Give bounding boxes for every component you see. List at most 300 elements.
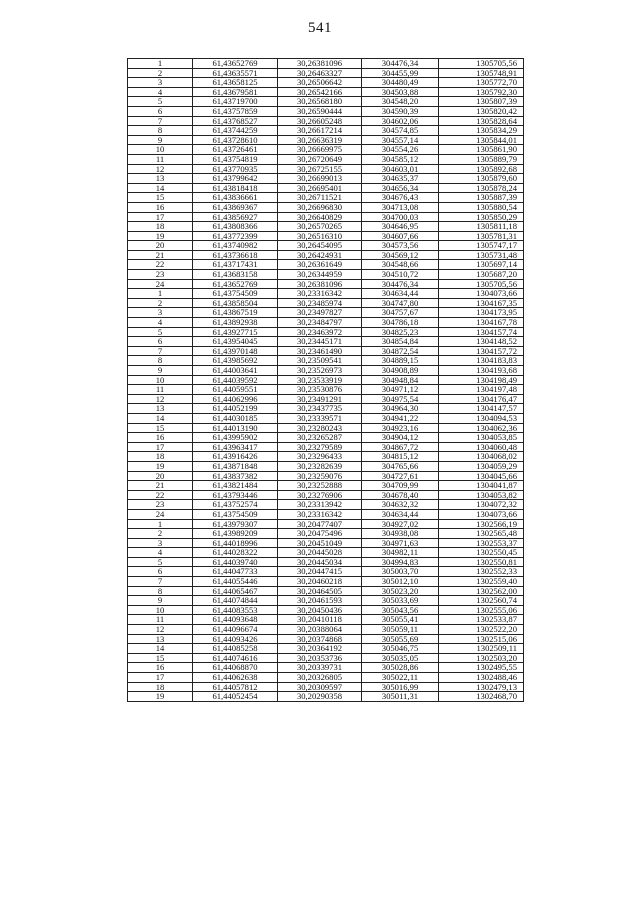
x-coordinate-cell: 304941,22: [362, 413, 439, 423]
y-coordinate-cell: 1305705,56: [439, 279, 524, 289]
point-number-cell: 4: [128, 87, 193, 97]
x-coordinate-cell: 305011,31: [362, 692, 439, 702]
table-row: [128, 337, 524, 347]
longitude-cell: 30,23530876: [278, 385, 362, 395]
y-coordinate-cell: 1302566,19: [439, 519, 524, 529]
point-number-cell: 14: [128, 183, 193, 193]
table-row: [128, 692, 524, 702]
table-body: [128, 59, 524, 702]
x-coordinate-cell: 305035,05: [362, 653, 439, 663]
table-row: [128, 471, 524, 481]
table-row: [128, 615, 524, 625]
table-row: [128, 327, 524, 337]
page-number: 541: [308, 20, 332, 36]
y-coordinate-cell: 1304148,52: [439, 337, 524, 347]
longitude-cell: 30,23533919: [278, 375, 362, 385]
latitude-cell: 61,43652769: [193, 59, 278, 69]
longitude-cell: 30,26617214: [278, 126, 362, 136]
x-coordinate-cell: 304867,72: [362, 442, 439, 452]
x-coordinate-cell: 304646,95: [362, 222, 439, 232]
point-number-cell: 1: [128, 59, 193, 69]
longitude-cell: 30,26590444: [278, 106, 362, 116]
point-number-cell: 4: [128, 318, 193, 328]
x-coordinate-cell: 304590,39: [362, 106, 439, 116]
latitude-cell: 61,43757859: [193, 106, 278, 116]
table-row: [128, 154, 524, 164]
latitude-cell: 61,43679581: [193, 87, 278, 97]
longitude-cell: 30,20460218: [278, 577, 362, 587]
longitude-cell: 30,26699013: [278, 174, 362, 184]
x-coordinate-cell: 304786,18: [362, 318, 439, 328]
longitude-cell: 30,26424931: [278, 250, 362, 260]
y-coordinate-cell: 1304060,48: [439, 442, 524, 452]
y-coordinate-cell: 1304073,66: [439, 509, 524, 519]
latitude-cell: 61,44074616: [193, 653, 278, 663]
point-number-cell: 9: [128, 596, 193, 606]
y-coordinate-cell: 1305747,17: [439, 241, 524, 251]
point-number-cell: 23: [128, 500, 193, 510]
x-coordinate-cell: 304602,06: [362, 116, 439, 126]
x-coordinate-cell: 304757,67: [362, 308, 439, 318]
table-row: [128, 519, 524, 529]
y-coordinate-cell: 1304198,49: [439, 375, 524, 385]
latitude-cell: 61,43652769: [193, 279, 278, 289]
latitude-cell: 61,43752574: [193, 500, 278, 510]
x-coordinate-cell: 305055,41: [362, 615, 439, 625]
y-coordinate-cell: 1305811,18: [439, 222, 524, 232]
latitude-cell: 61,43635571: [193, 68, 278, 78]
x-coordinate-cell: 305012,10: [362, 577, 439, 587]
table-row: [128, 289, 524, 299]
point-number-cell: 24: [128, 279, 193, 289]
x-coordinate-cell: 304971,63: [362, 538, 439, 548]
point-number-cell: 8: [128, 356, 193, 366]
table-row: [128, 87, 524, 97]
latitude-cell: 61,44062996: [193, 394, 278, 404]
x-coordinate-cell: 304634,44: [362, 289, 439, 299]
y-coordinate-cell: 1304176,47: [439, 394, 524, 404]
latitude-cell: 61,43979307: [193, 519, 278, 529]
point-number-cell: 17: [128, 212, 193, 222]
point-number-cell: 9: [128, 366, 193, 376]
x-coordinate-cell: 304971,12: [362, 385, 439, 395]
point-number-cell: 12: [128, 625, 193, 635]
x-coordinate-cell: 304574,85: [362, 126, 439, 136]
y-coordinate-cell: 1304193,68: [439, 366, 524, 376]
longitude-cell: 30,20309597: [278, 682, 362, 692]
point-number-cell: 14: [128, 644, 193, 654]
x-coordinate-cell: 304635,37: [362, 174, 439, 184]
point-number-cell: 3: [128, 538, 193, 548]
y-coordinate-cell: 1305844,01: [439, 135, 524, 145]
table-row: [128, 250, 524, 260]
x-coordinate-cell: 304634,44: [362, 509, 439, 519]
latitude-cell: 61,44065467: [193, 586, 278, 596]
point-number-cell: 16: [128, 433, 193, 443]
x-coordinate-cell: 304585,12: [362, 154, 439, 164]
point-number-cell: 11: [128, 154, 193, 164]
y-coordinate-cell: 1304073,66: [439, 289, 524, 299]
table-row: [128, 183, 524, 193]
table-row: [128, 394, 524, 404]
longitude-cell: 30,23484797: [278, 318, 362, 328]
x-coordinate-cell: 304923,16: [362, 423, 439, 433]
point-number-cell: 7: [128, 116, 193, 126]
latitude-cell: 61,44083553: [193, 605, 278, 615]
longitude-cell: 30,26570265: [278, 222, 362, 232]
latitude-cell: 61,43793446: [193, 490, 278, 500]
longitude-cell: 30,26361649: [278, 260, 362, 270]
point-number-cell: 19: [128, 231, 193, 241]
table-row: [128, 567, 524, 577]
latitude-cell: 61,44028322: [193, 548, 278, 558]
coordinates-table: [127, 58, 524, 702]
table-row: [128, 538, 524, 548]
longitude-cell: 30,26725155: [278, 164, 362, 174]
latitude-cell: 61,43818418: [193, 183, 278, 193]
table-row: [128, 78, 524, 88]
y-coordinate-cell: 1305861,90: [439, 145, 524, 155]
longitude-cell: 30,23461490: [278, 346, 362, 356]
latitude-cell: 61,44085258: [193, 644, 278, 654]
y-coordinate-cell: 1305892,68: [439, 164, 524, 174]
latitude-cell: 61,43728610: [193, 135, 278, 145]
y-coordinate-cell: 1304062,36: [439, 423, 524, 433]
point-number-cell: 10: [128, 605, 193, 615]
table-row: [128, 644, 524, 654]
y-coordinate-cell: 1302555,06: [439, 605, 524, 615]
longitude-cell: 30,26381096: [278, 279, 362, 289]
table-row: [128, 596, 524, 606]
latitude-cell: 61,43740982: [193, 241, 278, 251]
latitude-cell: 61,44039592: [193, 375, 278, 385]
y-coordinate-cell: 1302509,11: [439, 644, 524, 654]
y-coordinate-cell: 1304068,02: [439, 452, 524, 462]
y-coordinate-cell: 1305834,29: [439, 126, 524, 136]
point-number-cell: 20: [128, 471, 193, 481]
latitude-cell: 61,44018996: [193, 538, 278, 548]
point-number-cell: 19: [128, 692, 193, 702]
latitude-cell: 61,44052454: [193, 692, 278, 702]
table-row: [128, 193, 524, 203]
longitude-cell: 30,23259076: [278, 471, 362, 481]
latitude-cell: 61,44074844: [193, 596, 278, 606]
y-coordinate-cell: 1302550,81: [439, 557, 524, 567]
latitude-cell: 61,43871848: [193, 461, 278, 471]
x-coordinate-cell: 304554,26: [362, 145, 439, 155]
point-number-cell: 21: [128, 481, 193, 491]
table-row: [128, 164, 524, 174]
latitude-cell: 61,43821484: [193, 481, 278, 491]
table-row: [128, 682, 524, 692]
point-number-cell: 17: [128, 442, 193, 452]
y-coordinate-cell: 1305772,70: [439, 78, 524, 88]
y-coordinate-cell: 1305687,20: [439, 270, 524, 280]
x-coordinate-cell: 304709,99: [362, 481, 439, 491]
x-coordinate-cell: 304676,43: [362, 193, 439, 203]
point-number-cell: 10: [128, 375, 193, 385]
longitude-cell: 30,23316342: [278, 509, 362, 519]
longitude-cell: 30,20450436: [278, 605, 362, 615]
y-coordinate-cell: 1302560,74: [439, 596, 524, 606]
x-coordinate-cell: 304607,66: [362, 231, 439, 241]
longitude-cell: 30,20445034: [278, 557, 362, 567]
x-coordinate-cell: 305046,75: [362, 644, 439, 654]
x-coordinate-cell: 304569,12: [362, 250, 439, 260]
table-row: [128, 548, 524, 558]
point-number-cell: 13: [128, 174, 193, 184]
point-number-cell: 2: [128, 298, 193, 308]
longitude-cell: 30,20451049: [278, 538, 362, 548]
latitude-cell: 61,43892938: [193, 318, 278, 328]
table-row: [128, 366, 524, 376]
table-row: [128, 202, 524, 212]
x-coordinate-cell: 304825,23: [362, 327, 439, 337]
longitude-cell: 30,23437735: [278, 404, 362, 414]
x-coordinate-cell: 304815,12: [362, 452, 439, 462]
latitude-cell: 61,43916426: [193, 452, 278, 462]
y-coordinate-cell: 1305879,60: [439, 174, 524, 184]
longitude-cell: 30,26344959: [278, 270, 362, 280]
point-number-cell: 22: [128, 490, 193, 500]
x-coordinate-cell: 304747,80: [362, 298, 439, 308]
latitude-cell: 61,44055446: [193, 577, 278, 587]
table-row: [128, 500, 524, 510]
longitude-cell: 30,23526973: [278, 366, 362, 376]
latitude-cell: 61,43744259: [193, 126, 278, 136]
x-coordinate-cell: 304872,54: [362, 346, 439, 356]
table-row: [128, 375, 524, 385]
longitude-cell: 30,26720649: [278, 154, 362, 164]
longitude-cell: 30,23282639: [278, 461, 362, 471]
latitude-cell: 61,43726461: [193, 145, 278, 155]
point-number-cell: 16: [128, 202, 193, 212]
x-coordinate-cell: 305059,11: [362, 625, 439, 635]
x-coordinate-cell: 304510,72: [362, 270, 439, 280]
latitude-cell: 61,43858504: [193, 298, 278, 308]
y-coordinate-cell: 1304167,35: [439, 298, 524, 308]
y-coordinate-cell: 1304167,78: [439, 318, 524, 328]
longitude-cell: 30,20290358: [278, 692, 362, 702]
latitude-cell: 61,43985692: [193, 356, 278, 366]
longitude-cell: 30,20445028: [278, 548, 362, 558]
table-row: [128, 385, 524, 395]
y-coordinate-cell: 1305880,54: [439, 202, 524, 212]
longitude-cell: 30,23252888: [278, 481, 362, 491]
table-row: [128, 174, 524, 184]
latitude-cell: 61,44003641: [193, 366, 278, 376]
latitude-cell: 61,44047733: [193, 567, 278, 577]
x-coordinate-cell: 305033,69: [362, 596, 439, 606]
longitude-cell: 30,26568180: [278, 97, 362, 107]
table-row: [128, 586, 524, 596]
latitude-cell: 61,43719700: [193, 97, 278, 107]
longitude-cell: 30,23265287: [278, 433, 362, 443]
y-coordinate-cell: 1302550,45: [439, 548, 524, 558]
point-number-cell: 1: [128, 289, 193, 299]
table-row: [128, 490, 524, 500]
latitude-cell: 61,44059551: [193, 385, 278, 395]
table-row: [128, 97, 524, 107]
point-number-cell: 10: [128, 145, 193, 155]
latitude-cell: 61,43754509: [193, 509, 278, 519]
point-number-cell: 11: [128, 385, 193, 395]
y-coordinate-cell: 1302479,13: [439, 682, 524, 692]
x-coordinate-cell: 305043,56: [362, 605, 439, 615]
table-row: [128, 346, 524, 356]
y-coordinate-cell: 1302522,20: [439, 625, 524, 635]
table-row: [128, 605, 524, 615]
latitude-cell: 61,43772399: [193, 231, 278, 241]
longitude-cell: 30,20461593: [278, 596, 362, 606]
longitude-cell: 30,23445171: [278, 337, 362, 347]
x-coordinate-cell: 305016,99: [362, 682, 439, 692]
table-row: [128, 433, 524, 443]
table-row: [128, 135, 524, 145]
x-coordinate-cell: 304455,99: [362, 68, 439, 78]
point-number-cell: 7: [128, 577, 193, 587]
y-coordinate-cell: 1304053,85: [439, 433, 524, 443]
x-coordinate-cell: 305055,69: [362, 634, 439, 644]
y-coordinate-cell: 1302559,40: [439, 577, 524, 587]
longitude-cell: 30,23316342: [278, 289, 362, 299]
x-coordinate-cell: 304632,32: [362, 500, 439, 510]
y-coordinate-cell: 1304183,83: [439, 356, 524, 366]
table-row: [128, 270, 524, 280]
latitude-cell: 61,44052199: [193, 404, 278, 414]
y-coordinate-cell: 1304157,72: [439, 346, 524, 356]
point-number-cell: 6: [128, 106, 193, 116]
latitude-cell: 61,43970148: [193, 346, 278, 356]
latitude-cell: 61,43770935: [193, 164, 278, 174]
y-coordinate-cell: 1304094,53: [439, 413, 524, 423]
longitude-cell: 30,20374868: [278, 634, 362, 644]
y-coordinate-cell: 1305781,31: [439, 231, 524, 241]
y-coordinate-cell: 1305705,56: [439, 59, 524, 69]
y-coordinate-cell: 1302552,33: [439, 567, 524, 577]
y-coordinate-cell: 1305792,30: [439, 87, 524, 97]
longitude-cell: 30,23276906: [278, 490, 362, 500]
y-coordinate-cell: 1304053,82: [439, 490, 524, 500]
point-number-cell: 24: [128, 509, 193, 519]
x-coordinate-cell: 304656,34: [362, 183, 439, 193]
point-number-cell: 20: [128, 241, 193, 251]
y-coordinate-cell: 1305748,91: [439, 68, 524, 78]
latitude-cell: 61,43717431: [193, 260, 278, 270]
table-row: [128, 318, 524, 328]
latitude-cell: 61,43837382: [193, 471, 278, 481]
x-coordinate-cell: 305022,11: [362, 673, 439, 683]
y-coordinate-cell: 1305807,39: [439, 97, 524, 107]
point-number-cell: 2: [128, 529, 193, 539]
point-number-cell: 23: [128, 270, 193, 280]
table-row: [128, 212, 524, 222]
y-coordinate-cell: 1305887,39: [439, 193, 524, 203]
y-coordinate-cell: 1304147,57: [439, 404, 524, 414]
point-number-cell: 13: [128, 404, 193, 414]
table-row: [128, 106, 524, 116]
y-coordinate-cell: 1305850,29: [439, 212, 524, 222]
latitude-cell: 61,43954045: [193, 337, 278, 347]
y-coordinate-cell: 1304197,48: [439, 385, 524, 395]
longitude-cell: 30,20464505: [278, 586, 362, 596]
y-coordinate-cell: 1305828,64: [439, 116, 524, 126]
y-coordinate-cell: 1304045,66: [439, 471, 524, 481]
point-number-cell: 22: [128, 260, 193, 270]
latitude-cell: 61,43658125: [193, 78, 278, 88]
longitude-cell: 30,20410118: [278, 615, 362, 625]
table-row: [128, 663, 524, 673]
y-coordinate-cell: 1304041,87: [439, 481, 524, 491]
table-row: [128, 116, 524, 126]
point-number-cell: 5: [128, 97, 193, 107]
longitude-cell: 30,23485974: [278, 298, 362, 308]
latitude-cell: 61,43808366: [193, 222, 278, 232]
y-coordinate-cell: 1305697,14: [439, 260, 524, 270]
longitude-cell: 30,20475496: [278, 529, 362, 539]
latitude-cell: 61,43867519: [193, 308, 278, 318]
y-coordinate-cell: 1305820,42: [439, 106, 524, 116]
table-row: [128, 653, 524, 663]
longitude-cell: 30,23463972: [278, 327, 362, 337]
x-coordinate-cell: 304765,66: [362, 461, 439, 471]
x-coordinate-cell: 304557,14: [362, 135, 439, 145]
y-coordinate-cell: 1302503,20: [439, 653, 524, 663]
table-row: [128, 442, 524, 452]
latitude-cell: 61,44093426: [193, 634, 278, 644]
longitude-cell: 30,26506642: [278, 78, 362, 88]
point-number-cell: 21: [128, 250, 193, 260]
x-coordinate-cell: 304908,89: [362, 366, 439, 376]
point-number-cell: 19: [128, 461, 193, 471]
latitude-cell: 61,43754509: [193, 289, 278, 299]
longitude-cell: 30,26605248: [278, 116, 362, 126]
table-row: [128, 126, 524, 136]
longitude-cell: 30,26516310: [278, 231, 362, 241]
x-coordinate-cell: 304476,34: [362, 59, 439, 69]
latitude-cell: 61,43683158: [193, 270, 278, 280]
point-number-cell: 1: [128, 519, 193, 529]
point-number-cell: 7: [128, 346, 193, 356]
longitude-cell: 30,26463327: [278, 68, 362, 78]
point-number-cell: 11: [128, 615, 193, 625]
x-coordinate-cell: 304678,40: [362, 490, 439, 500]
point-number-cell: 6: [128, 567, 193, 577]
x-coordinate-cell: 305028,86: [362, 663, 439, 673]
point-number-cell: 18: [128, 452, 193, 462]
point-number-cell: 4: [128, 548, 193, 558]
longitude-cell: 30,26542166: [278, 87, 362, 97]
point-number-cell: 15: [128, 193, 193, 203]
point-number-cell: 8: [128, 126, 193, 136]
y-coordinate-cell: 1302488,46: [439, 673, 524, 683]
point-number-cell: 17: [128, 673, 193, 683]
longitude-cell: 30,20477407: [278, 519, 362, 529]
table-row: [128, 509, 524, 519]
point-number-cell: 8: [128, 586, 193, 596]
table-row: [128, 423, 524, 433]
longitude-cell: 30,20447415: [278, 567, 362, 577]
latitude-cell: 61,43995902: [193, 433, 278, 443]
x-coordinate-cell: 304476,34: [362, 279, 439, 289]
point-number-cell: 2: [128, 68, 193, 78]
x-coordinate-cell: 304548,20: [362, 97, 439, 107]
table-row: [128, 59, 524, 69]
latitude-cell: 61,43856927: [193, 212, 278, 222]
x-coordinate-cell: 304573,56: [362, 241, 439, 251]
y-coordinate-cell: 1302562,00: [439, 586, 524, 596]
table-row: [128, 481, 524, 491]
